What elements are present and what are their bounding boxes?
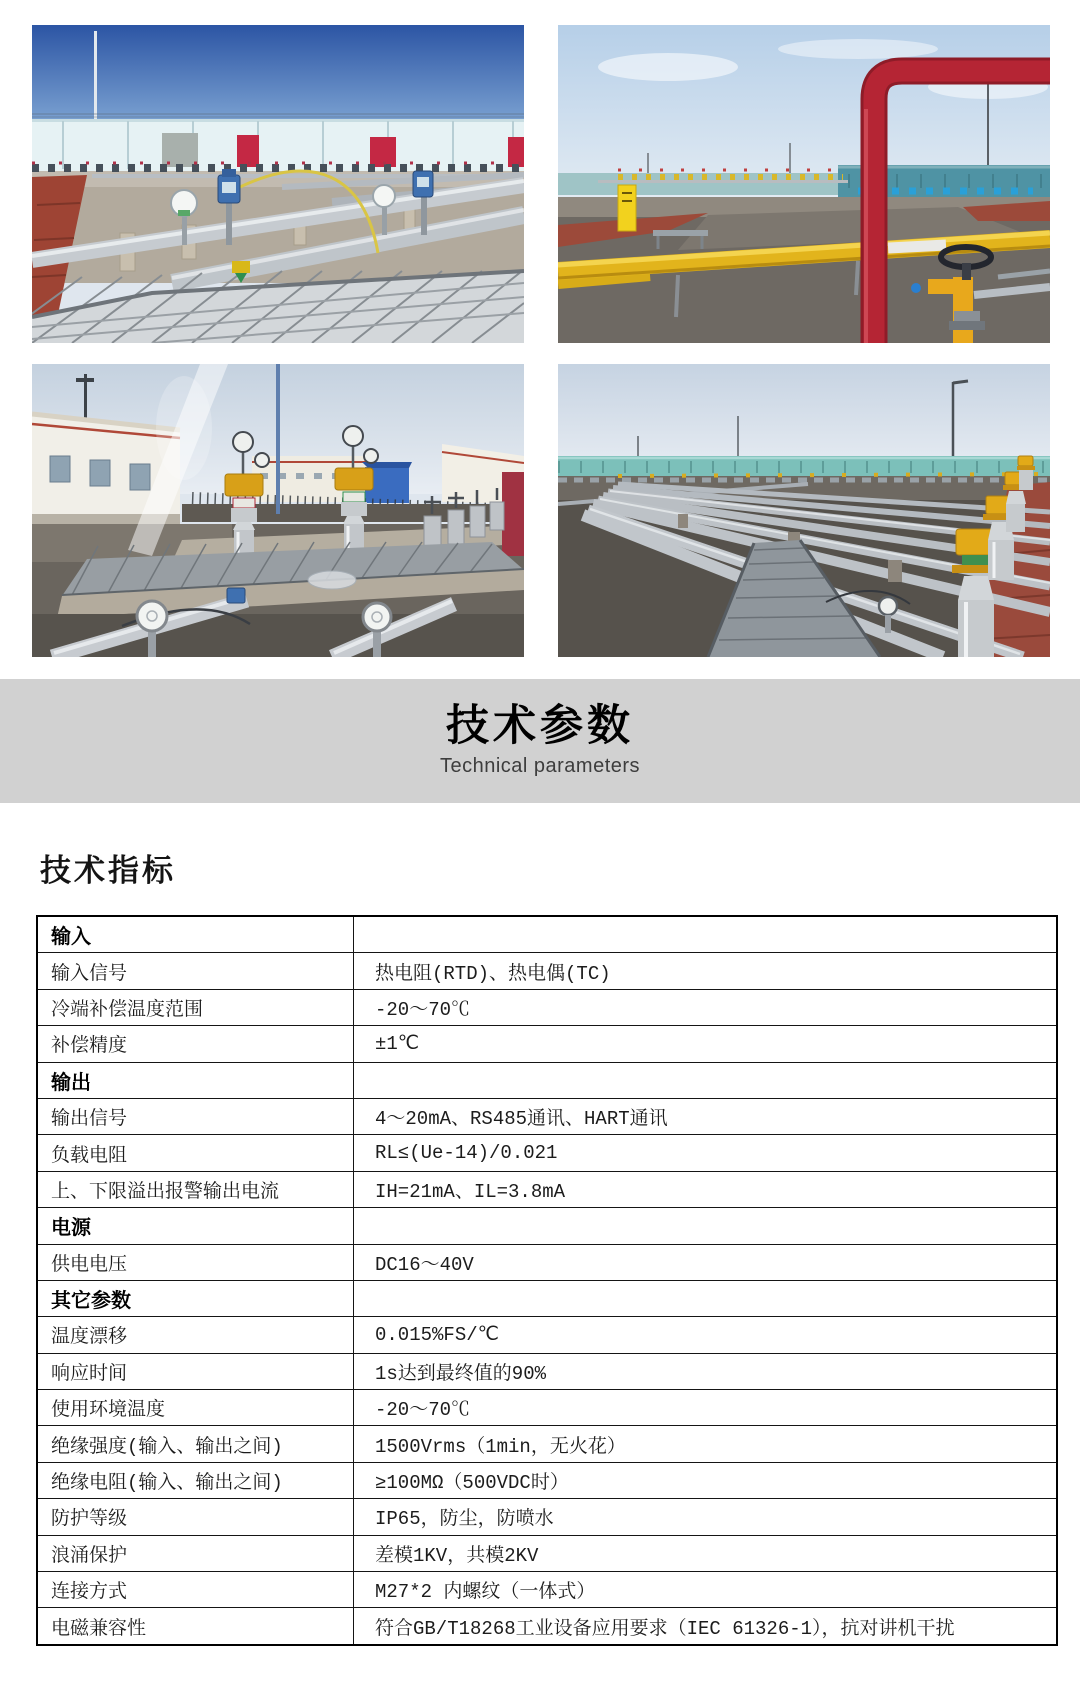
photo-pipeline-rows-transmitters bbox=[32, 25, 524, 343]
spec-section-row bbox=[37, 1062, 1057, 1098]
section-heading: 技术指标 bbox=[40, 853, 176, 889]
spec-label-cell: 输出信号 bbox=[37, 1098, 354, 1134]
spec-table bbox=[36, 915, 1058, 1646]
banner-subtitle: Technical parameters bbox=[439, 754, 641, 777]
spec-value-cell: 符合GB/T18268工业设备应用要求（IEC 61326-1），抗对讲机干扰 bbox=[354, 1608, 1058, 1645]
spec-row bbox=[37, 1026, 1057, 1062]
spec-row bbox=[37, 1462, 1057, 1498]
spec-label-cell: 防护等级 bbox=[37, 1499, 354, 1535]
spec-value-cell: 差模1KV，共模2KV bbox=[354, 1535, 1058, 1571]
spec-label-cell: 补偿精度 bbox=[37, 1026, 354, 1062]
spec-label-cell: 使用环境温度 bbox=[37, 1390, 354, 1426]
photo-4-illustration bbox=[558, 364, 1050, 657]
spec-value-cell: 1500Vrms（1min，无火花） bbox=[354, 1426, 1058, 1462]
spec-value-cell: -20～70℃ bbox=[354, 1390, 1058, 1426]
spec-row bbox=[37, 1499, 1057, 1535]
spec-value-cell: 0.015%FS/℃ bbox=[354, 1317, 1058, 1353]
spec-row bbox=[37, 953, 1057, 989]
spec-section-row bbox=[37, 1280, 1057, 1316]
banner-title: 技术参数 bbox=[446, 701, 634, 752]
photo-gallery bbox=[32, 25, 1050, 657]
spec-label-cell: 浪涌保护 bbox=[37, 1535, 354, 1571]
photo-2-illustration bbox=[558, 25, 1050, 343]
spec-row bbox=[37, 1608, 1057, 1645]
spec-value-cell: ±1℃ bbox=[354, 1026, 1058, 1062]
spec-value-cell: 4～20mA、RS485通讯、HART通讯 bbox=[354, 1098, 1058, 1134]
spec-label-cell: 输入 bbox=[37, 916, 354, 953]
spec-label-cell: 电源 bbox=[37, 1208, 354, 1244]
spec-value-cell: M27*2 内螺纹（一体式） bbox=[354, 1572, 1058, 1608]
spec-row bbox=[37, 1390, 1057, 1426]
photo-1-illustration bbox=[32, 25, 524, 343]
tech-params-banner bbox=[0, 679, 1080, 803]
spec-value-cell bbox=[354, 1208, 1058, 1244]
spec-label-cell: 负载电阻 bbox=[37, 1135, 354, 1171]
photo-yard-yellow-red-pipes bbox=[558, 25, 1050, 343]
spec-value-cell bbox=[354, 1062, 1058, 1098]
spec-row bbox=[37, 1171, 1057, 1207]
spec-label-cell: 其它参数 bbox=[37, 1280, 354, 1316]
spec-label-cell: 输入信号 bbox=[37, 953, 354, 989]
spec-row bbox=[37, 1244, 1057, 1280]
spec-label-cell: 供电电压 bbox=[37, 1244, 354, 1280]
spec-label-cell: 电磁兼容性 bbox=[37, 1608, 354, 1645]
spec-label-cell: 冷端补偿温度范围 bbox=[37, 989, 354, 1025]
spec-row bbox=[37, 1426, 1057, 1462]
specs-section bbox=[0, 852, 1080, 1646]
spec-section-row bbox=[37, 1208, 1057, 1244]
spec-value-cell: -20～70℃ bbox=[354, 989, 1058, 1025]
spec-row bbox=[37, 1572, 1057, 1608]
spec-row bbox=[37, 1098, 1057, 1134]
spec-row bbox=[37, 1135, 1057, 1171]
spec-value-cell: RL≤(Ue-14)/0.021 bbox=[354, 1135, 1058, 1171]
spec-table-body bbox=[37, 916, 1057, 1645]
spec-value-cell: DC16～40V bbox=[354, 1244, 1058, 1280]
photo-3-illustration bbox=[32, 364, 524, 657]
spec-label-cell: 上、下限溢出报警输出电流 bbox=[37, 1171, 354, 1207]
spec-row bbox=[37, 989, 1057, 1025]
spec-label-cell: 温度漂移 bbox=[37, 1317, 354, 1353]
spec-value-cell bbox=[354, 1280, 1058, 1316]
spec-value-cell: IP65，防尘，防喷水 bbox=[354, 1499, 1058, 1535]
spec-value-cell: 1s达到最终值的90% bbox=[354, 1353, 1058, 1389]
spec-value-cell: ≥100MΩ（500VDC时） bbox=[354, 1462, 1058, 1498]
spec-label-cell: 绝缘电阻(输入、输出之间) bbox=[37, 1462, 354, 1498]
photo-receding-pipe-rows bbox=[558, 364, 1050, 657]
photo-regulators-on-platform bbox=[32, 364, 524, 657]
spec-row bbox=[37, 1535, 1057, 1571]
spec-label-cell: 绝缘强度(输入、输出之间) bbox=[37, 1426, 354, 1462]
spec-section-row bbox=[37, 916, 1057, 953]
spec-row bbox=[37, 1317, 1057, 1353]
spec-row bbox=[37, 1353, 1057, 1389]
spec-value-cell bbox=[354, 916, 1058, 953]
spec-value-cell: 热电阻(RTD)、热电偶(TC) bbox=[354, 953, 1058, 989]
spec-label-cell: 连接方式 bbox=[37, 1572, 354, 1608]
spec-value-cell: IH=21mA、IL=3.8mA bbox=[354, 1171, 1058, 1207]
spec-label-cell: 输出 bbox=[37, 1062, 354, 1098]
spec-label-cell: 响应时间 bbox=[37, 1353, 354, 1389]
